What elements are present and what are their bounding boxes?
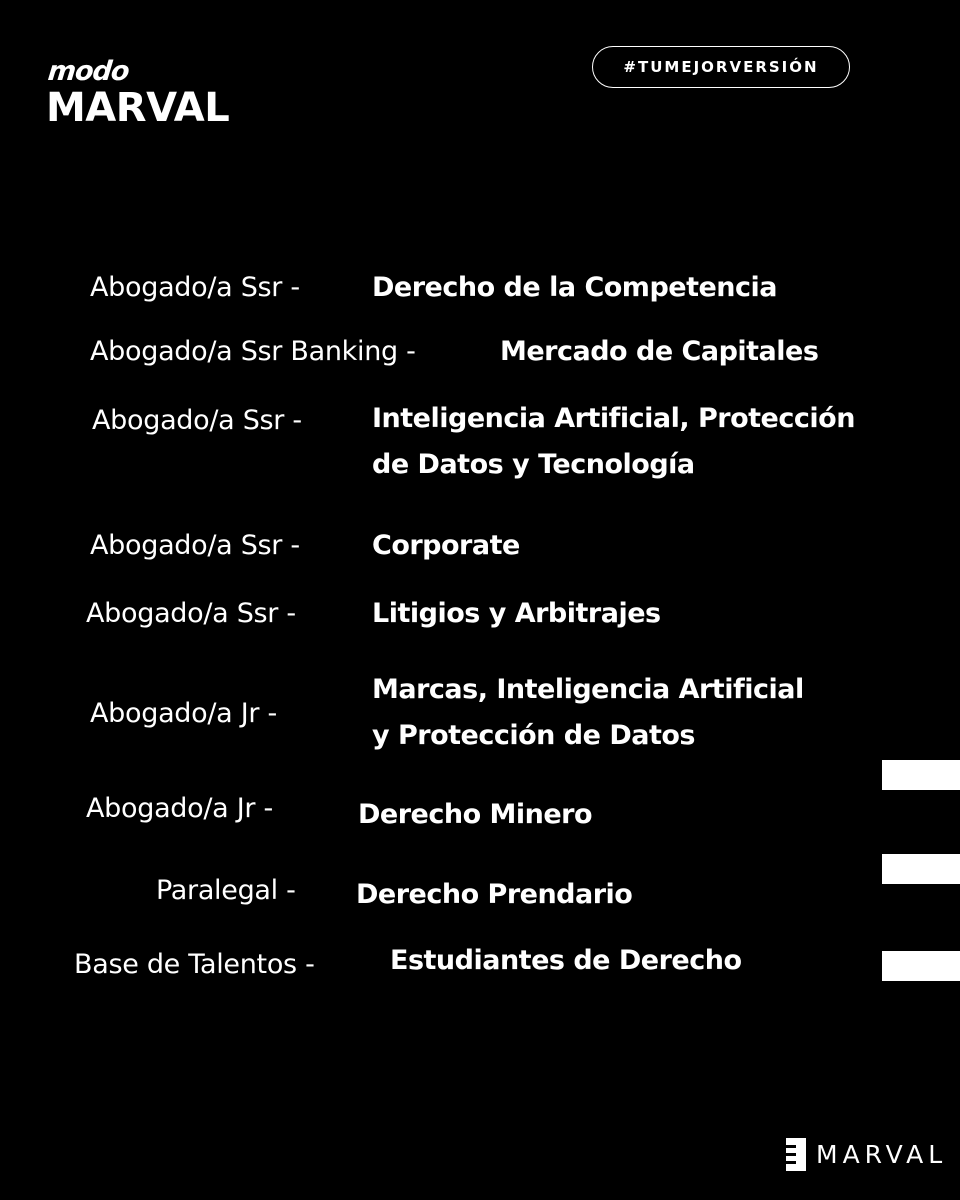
- job-row: [0, 265, 960, 311]
- decorative-bar: [882, 951, 960, 981]
- decorative-bar: [882, 854, 960, 884]
- marval-mark-icon: [786, 1138, 806, 1171]
- footer-brand-text: MARVAL: [816, 1140, 948, 1169]
- job-area: Estudiantes de Derecho: [390, 945, 742, 976]
- job-role: Abogado/a Ssr Banking -: [90, 336, 416, 367]
- logo-modo-text: modo: [46, 56, 131, 87]
- job-role: Abogado/a Ssr -: [90, 530, 300, 561]
- job-area: Derecho Minero: [358, 799, 593, 830]
- job-row: [0, 396, 960, 488]
- job-role: Abogado/a Ssr -: [86, 598, 296, 629]
- job-area-line-1: Inteligencia Artificial, Protección: [372, 403, 855, 434]
- job-role: Abogado/a Ssr -: [90, 272, 300, 303]
- job-area-line-2: y Protección de Datos: [372, 720, 696, 751]
- job-area-line-1: Marcas, Inteligencia Artificial: [372, 674, 804, 705]
- job-area: Derecho de la Competencia: [372, 272, 777, 303]
- job-row: [0, 667, 960, 759]
- job-area: Corporate: [372, 530, 520, 561]
- job-role: Base de Talentos -: [74, 949, 315, 980]
- job-area: Derecho Prendario: [356, 879, 633, 910]
- job-row: [0, 591, 960, 637]
- footer-logo: [786, 1138, 947, 1171]
- job-row: [0, 938, 960, 984]
- decorative-bar: [882, 760, 960, 790]
- logo-marval-text: MARVAL: [46, 85, 230, 131]
- job-role: Abogado/a Ssr -: [92, 405, 302, 436]
- job-role: Paralegal -: [156, 875, 296, 906]
- job-role: Abogado/a Jr -: [90, 698, 277, 729]
- job-area-line-2: de Datos y Tecnología: [372, 449, 695, 480]
- job-row: [0, 872, 960, 918]
- job-area: Mercado de Capitales: [500, 336, 819, 367]
- job-row: [0, 329, 960, 375]
- job-row: [0, 792, 960, 838]
- hashtag-badge: #TUMEJORVERSIÓN: [592, 46, 850, 88]
- job-area: Litigios y Arbitrajes: [372, 598, 661, 629]
- job-role: Abogado/a Jr -: [86, 793, 273, 824]
- job-row: [0, 523, 960, 569]
